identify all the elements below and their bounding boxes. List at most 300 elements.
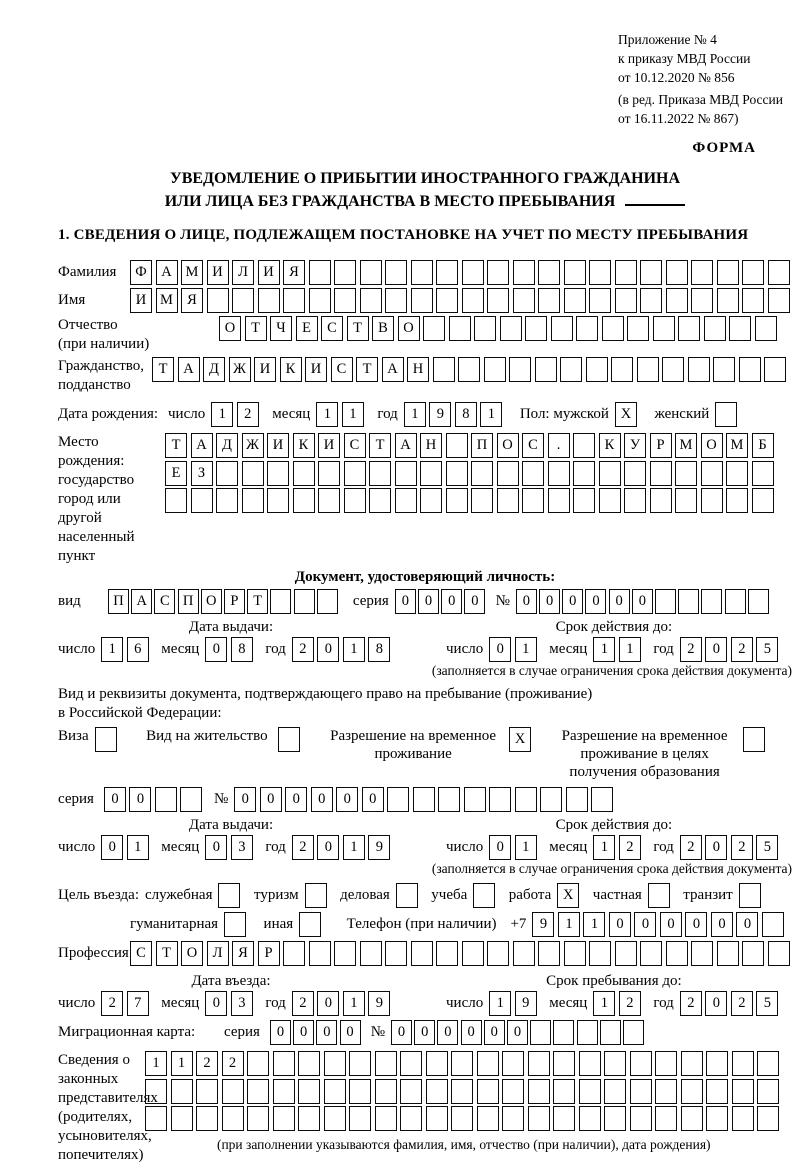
char-cell[interactable]	[591, 787, 613, 812]
char-cell[interactable]: 8	[455, 402, 477, 427]
char-cell[interactable]	[487, 941, 509, 966]
char-cell[interactable]	[725, 589, 746, 614]
char-cell[interactable]: Я	[232, 941, 254, 966]
char-cell[interactable]	[515, 787, 537, 812]
char-cell[interactable]	[655, 589, 676, 614]
residence-issue-month-boxes[interactable]	[205, 835, 256, 860]
char-cell[interactable]: С	[522, 433, 544, 458]
residence-permit-checkbox[interactable]	[278, 727, 304, 752]
char-cell[interactable]	[298, 1106, 320, 1131]
char-cell[interactable]: К	[599, 433, 621, 458]
char-cell[interactable]	[637, 357, 659, 382]
char-cell[interactable]	[551, 316, 573, 341]
purpose-transit-checkbox[interactable]	[739, 883, 765, 908]
char-cell[interactable]: 0	[441, 589, 462, 614]
char-cell[interactable]: 1	[489, 991, 511, 1016]
char-cell[interactable]	[579, 1106, 601, 1131]
char-cell[interactable]: Н	[420, 433, 442, 458]
char-cell[interactable]: 1	[558, 912, 580, 937]
char-cell[interactable]: К	[280, 357, 302, 382]
char-cell[interactable]	[474, 316, 496, 341]
char-cell[interactable]	[538, 288, 560, 313]
char-cell[interactable]	[650, 488, 672, 513]
char-cell[interactable]	[513, 941, 535, 966]
char-cell[interactable]: Р	[224, 589, 245, 614]
char-cell[interactable]	[739, 883, 761, 908]
char-cell[interactable]: 2	[731, 991, 753, 1016]
char-cell[interactable]	[662, 357, 684, 382]
char-cell[interactable]	[666, 941, 688, 966]
char-cell[interactable]	[473, 883, 495, 908]
char-cell[interactable]	[395, 461, 417, 486]
char-cell[interactable]	[522, 461, 544, 486]
purpose-humanitarian-checkbox[interactable]	[224, 912, 250, 937]
char-cell[interactable]	[446, 461, 468, 486]
char-cell[interactable]	[732, 1051, 754, 1076]
doc-series-boxes[interactable]	[395, 589, 488, 614]
char-cell[interactable]	[589, 288, 611, 313]
char-cell[interactable]	[317, 589, 338, 614]
char-cell[interactable]	[309, 260, 331, 285]
char-cell[interactable]: Р	[258, 941, 280, 966]
char-cell[interactable]	[433, 357, 455, 382]
char-cell[interactable]: О	[219, 316, 241, 341]
char-cell[interactable]	[615, 941, 637, 966]
char-cell[interactable]: П	[108, 589, 129, 614]
char-cell[interactable]: А	[131, 589, 152, 614]
char-cell[interactable]	[191, 488, 213, 513]
char-cell[interactable]	[270, 589, 291, 614]
char-cell[interactable]	[222, 1106, 244, 1131]
char-cell[interactable]	[624, 461, 646, 486]
char-cell[interactable]	[715, 402, 737, 427]
char-cell[interactable]	[232, 288, 254, 313]
char-cell[interactable]: 0	[205, 637, 227, 662]
char-cell[interactable]: 0	[285, 787, 307, 812]
birth-place-row1-boxes[interactable]	[165, 433, 777, 458]
char-cell[interactable]: 2	[101, 991, 123, 1016]
char-cell[interactable]	[706, 1079, 728, 1104]
char-cell[interactable]: Б	[752, 433, 774, 458]
char-cell[interactable]	[471, 488, 493, 513]
char-cell[interactable]	[560, 357, 582, 382]
char-cell[interactable]	[273, 1079, 295, 1104]
char-cell[interactable]	[704, 316, 726, 341]
char-cell[interactable]	[426, 1051, 448, 1076]
char-cell[interactable]: Е	[165, 461, 187, 486]
char-cell[interactable]	[464, 787, 486, 812]
char-cell[interactable]	[385, 260, 407, 285]
char-cell[interactable]	[691, 260, 713, 285]
char-cell[interactable]	[360, 288, 382, 313]
char-cell[interactable]: 2	[292, 835, 314, 860]
char-cell[interactable]	[222, 1079, 244, 1104]
char-cell[interactable]	[604, 1051, 626, 1076]
char-cell[interactable]	[615, 288, 637, 313]
char-cell[interactable]: О	[201, 589, 222, 614]
char-cell[interactable]: .	[548, 433, 570, 458]
char-cell[interactable]: 0	[395, 589, 416, 614]
sex-male-checkbox[interactable]	[615, 402, 641, 427]
char-cell[interactable]	[487, 288, 509, 313]
char-cell[interactable]	[530, 1020, 551, 1045]
char-cell[interactable]	[564, 288, 586, 313]
temp-residence-edu-checkbox[interactable]	[743, 727, 769, 752]
char-cell[interactable]: 0	[101, 835, 123, 860]
char-cell[interactable]	[324, 1051, 346, 1076]
birth-day-boxes[interactable]	[211, 402, 262, 427]
char-cell[interactable]	[309, 941, 331, 966]
char-cell[interactable]	[180, 787, 202, 812]
temp-residence-checkbox[interactable]	[509, 727, 535, 752]
char-cell[interactable]	[446, 488, 468, 513]
purpose-study-checkbox[interactable]	[473, 883, 499, 908]
char-cell[interactable]: 2	[619, 991, 641, 1016]
char-cell[interactable]	[573, 461, 595, 486]
char-cell[interactable]: 1	[583, 912, 605, 937]
char-cell[interactable]	[513, 288, 535, 313]
char-cell[interactable]: 1	[619, 637, 641, 662]
residence-expiry-month-boxes[interactable]	[593, 835, 644, 860]
char-cell[interactable]: 8	[231, 637, 253, 662]
char-cell[interactable]	[548, 461, 570, 486]
char-cell[interactable]	[576, 316, 598, 341]
char-cell[interactable]	[344, 461, 366, 486]
char-cell[interactable]: 0	[316, 1020, 337, 1045]
char-cell[interactable]: Л	[232, 260, 254, 285]
entry-year-boxes[interactable]	[292, 991, 394, 1016]
char-cell[interactable]	[535, 357, 557, 382]
char-cell[interactable]: 9	[368, 991, 390, 1016]
char-cell[interactable]	[600, 1020, 621, 1045]
char-cell[interactable]	[247, 1079, 269, 1104]
char-cell[interactable]	[681, 1051, 703, 1076]
char-cell[interactable]	[458, 357, 480, 382]
char-cell[interactable]: А	[178, 357, 200, 382]
char-cell[interactable]	[742, 941, 764, 966]
char-cell[interactable]: 0	[585, 589, 606, 614]
char-cell[interactable]: 0	[539, 589, 560, 614]
char-cell[interactable]	[655, 1051, 677, 1076]
char-cell[interactable]: И	[130, 288, 152, 313]
char-cell[interactable]	[602, 316, 624, 341]
char-cell[interactable]	[726, 488, 748, 513]
char-cell[interactable]	[145, 1106, 167, 1131]
char-cell[interactable]: А	[191, 433, 213, 458]
char-cell[interactable]	[489, 787, 511, 812]
char-cell[interactable]: 0	[705, 835, 727, 860]
char-cell[interactable]: М	[181, 260, 203, 285]
char-cell[interactable]	[717, 941, 739, 966]
char-cell[interactable]: 0	[437, 1020, 458, 1045]
char-cell[interactable]	[349, 1079, 371, 1104]
char-cell[interactable]: 6	[127, 637, 149, 662]
char-cell[interactable]	[165, 488, 187, 513]
char-cell[interactable]	[739, 357, 761, 382]
residence-issue-year-boxes[interactable]	[292, 835, 394, 860]
char-cell[interactable]: И	[318, 433, 340, 458]
residence-series-boxes[interactable]	[104, 787, 206, 812]
char-cell[interactable]	[309, 288, 331, 313]
char-cell[interactable]	[471, 461, 493, 486]
patronymic-boxes[interactable]	[219, 316, 780, 341]
residence-expiry-year-boxes[interactable]	[680, 835, 782, 860]
char-cell[interactable]	[706, 1051, 728, 1076]
char-cell[interactable]: С	[154, 589, 175, 614]
char-cell[interactable]	[395, 488, 417, 513]
char-cell[interactable]	[396, 883, 418, 908]
residence-number-boxes[interactable]	[234, 787, 617, 812]
char-cell[interactable]: 0	[705, 637, 727, 662]
char-cell[interactable]: С	[321, 316, 343, 341]
char-cell[interactable]	[387, 787, 409, 812]
char-cell[interactable]	[615, 260, 637, 285]
char-cell[interactable]: Т	[156, 941, 178, 966]
char-cell[interactable]	[713, 357, 735, 382]
char-cell[interactable]	[691, 288, 713, 313]
char-cell[interactable]	[566, 787, 588, 812]
char-cell[interactable]	[462, 941, 484, 966]
visa-checkbox[interactable]	[95, 727, 121, 752]
char-cell[interactable]	[553, 1079, 575, 1104]
char-cell[interactable]: Д	[216, 433, 238, 458]
char-cell[interactable]: 1	[171, 1051, 193, 1076]
char-cell[interactable]: С	[331, 357, 353, 382]
char-cell[interactable]	[216, 461, 238, 486]
char-cell[interactable]: 0	[489, 637, 511, 662]
char-cell[interactable]	[283, 288, 305, 313]
char-cell[interactable]: Д	[203, 357, 225, 382]
doc-issue-month-boxes[interactable]	[205, 637, 256, 662]
char-cell[interactable]	[706, 1106, 728, 1131]
char-cell[interactable]: А	[395, 433, 417, 458]
char-cell[interactable]	[655, 1106, 677, 1131]
char-cell[interactable]: 1	[101, 637, 123, 662]
char-cell[interactable]	[678, 316, 700, 341]
char-cell[interactable]	[318, 461, 340, 486]
char-cell[interactable]	[564, 941, 586, 966]
char-cell[interactable]: 1	[343, 637, 365, 662]
char-cell[interactable]: 2	[196, 1051, 218, 1076]
char-cell[interactable]: 0	[461, 1020, 482, 1045]
char-cell[interactable]	[385, 288, 407, 313]
char-cell[interactable]: О	[398, 316, 420, 341]
char-cell[interactable]: В	[372, 316, 394, 341]
char-cell[interactable]	[691, 941, 713, 966]
char-cell[interactable]: 0	[414, 1020, 435, 1045]
char-cell[interactable]: 1	[343, 991, 365, 1016]
char-cell[interactable]	[477, 1106, 499, 1131]
char-cell[interactable]	[528, 1106, 550, 1131]
char-cell[interactable]	[413, 787, 435, 812]
char-cell[interactable]: 2	[292, 991, 314, 1016]
char-cell[interactable]: 0	[129, 787, 151, 812]
char-cell[interactable]: О	[497, 433, 519, 458]
doc-expiry-month-boxes[interactable]	[593, 637, 644, 662]
char-cell[interactable]	[764, 357, 786, 382]
char-cell[interactable]	[522, 488, 544, 513]
char-cell[interactable]: 1	[593, 835, 615, 860]
char-cell[interactable]	[528, 1079, 550, 1104]
char-cell[interactable]: 0	[293, 1020, 314, 1045]
doc-expiry-day-boxes[interactable]	[489, 637, 540, 662]
char-cell[interactable]: Е	[296, 316, 318, 341]
char-cell[interactable]	[360, 260, 382, 285]
char-cell[interactable]	[375, 1079, 397, 1104]
char-cell[interactable]	[502, 1079, 524, 1104]
char-cell[interactable]	[369, 488, 391, 513]
char-cell[interactable]	[681, 1106, 703, 1131]
char-cell[interactable]: 1	[343, 835, 365, 860]
char-cell[interactable]: О	[181, 941, 203, 966]
char-cell[interactable]: Т	[247, 589, 268, 614]
char-cell[interactable]	[411, 941, 433, 966]
char-cell[interactable]	[732, 1106, 754, 1131]
char-cell[interactable]	[247, 1051, 269, 1076]
char-cell[interactable]: 0	[705, 991, 727, 1016]
char-cell[interactable]: Т	[347, 316, 369, 341]
char-cell[interactable]: 1	[593, 637, 615, 662]
char-cell[interactable]: 9	[429, 402, 451, 427]
char-cell[interactable]: 0	[562, 589, 583, 614]
char-cell[interactable]: 1	[515, 637, 537, 662]
char-cell[interactable]: 2	[680, 991, 702, 1016]
purpose-private-checkbox[interactable]	[648, 883, 674, 908]
char-cell[interactable]	[155, 787, 177, 812]
sex-female-checkbox[interactable]	[715, 402, 741, 427]
char-cell[interactable]	[334, 941, 356, 966]
char-cell[interactable]	[369, 461, 391, 486]
char-cell[interactable]	[171, 1106, 193, 1131]
char-cell[interactable]	[681, 1079, 703, 1104]
char-cell[interactable]	[762, 912, 784, 937]
char-cell[interactable]	[599, 461, 621, 486]
representatives-row3-boxes[interactable]	[145, 1106, 783, 1131]
char-cell[interactable]	[436, 941, 458, 966]
char-cell[interactable]	[477, 1051, 499, 1076]
char-cell[interactable]	[411, 288, 433, 313]
char-cell[interactable]	[420, 488, 442, 513]
birth-place-row2-boxes[interactable]	[165, 461, 777, 486]
char-cell[interactable]: 5	[756, 835, 778, 860]
char-cell[interactable]: 1	[127, 835, 149, 860]
char-cell[interactable]	[640, 941, 662, 966]
char-cell[interactable]	[324, 1106, 346, 1131]
purpose-work-checkbox[interactable]	[557, 883, 583, 908]
char-cell[interactable]	[748, 589, 769, 614]
char-cell[interactable]	[573, 433, 595, 458]
char-cell[interactable]	[242, 488, 264, 513]
char-cell[interactable]: 0	[391, 1020, 412, 1045]
char-cell[interactable]	[273, 1106, 295, 1131]
char-cell[interactable]	[298, 1051, 320, 1076]
stay-day-boxes[interactable]	[489, 991, 540, 1016]
char-cell[interactable]	[611, 357, 633, 382]
char-cell[interactable]	[586, 357, 608, 382]
char-cell[interactable]	[525, 316, 547, 341]
char-cell[interactable]: 2	[731, 835, 753, 860]
char-cell[interactable]	[768, 941, 790, 966]
profession-boxes[interactable]	[130, 941, 793, 966]
char-cell[interactable]: 9	[515, 991, 537, 1016]
char-cell[interactable]	[678, 589, 699, 614]
char-cell[interactable]	[207, 288, 229, 313]
char-cell[interactable]	[426, 1106, 448, 1131]
doc-issue-day-boxes[interactable]	[101, 637, 152, 662]
char-cell[interactable]	[196, 1079, 218, 1104]
char-cell[interactable]	[564, 260, 586, 285]
stay-month-boxes[interactable]	[593, 991, 644, 1016]
char-cell[interactable]	[334, 288, 356, 313]
char-cell[interactable]	[420, 461, 442, 486]
char-cell[interactable]: 8	[368, 637, 390, 662]
char-cell[interactable]	[423, 316, 445, 341]
char-cell[interactable]: 7	[127, 991, 149, 1016]
char-cell[interactable]: 0	[484, 1020, 505, 1045]
char-cell[interactable]	[604, 1079, 626, 1104]
char-cell[interactable]	[305, 883, 327, 908]
char-cell[interactable]: Ч	[270, 316, 292, 341]
char-cell[interactable]	[267, 461, 289, 486]
char-cell[interactable]	[500, 316, 522, 341]
char-cell[interactable]: 0	[711, 912, 733, 937]
char-cell[interactable]: Н	[407, 357, 429, 382]
char-cell[interactable]	[650, 461, 672, 486]
char-cell[interactable]	[349, 1051, 371, 1076]
char-cell[interactable]	[675, 488, 697, 513]
char-cell[interactable]	[502, 1106, 524, 1131]
char-cell[interactable]: 0	[205, 835, 227, 860]
char-cell[interactable]: 0	[464, 589, 485, 614]
char-cell[interactable]: 3	[231, 835, 253, 860]
char-cell[interactable]	[528, 1051, 550, 1076]
birth-month-boxes[interactable]	[316, 402, 367, 427]
char-cell[interactable]: 0	[660, 912, 682, 937]
char-cell[interactable]	[242, 461, 264, 486]
char-cell[interactable]	[497, 488, 519, 513]
residence-expiry-day-boxes[interactable]	[489, 835, 540, 860]
char-cell[interactable]: 2	[731, 637, 753, 662]
char-cell[interactable]: 2	[292, 637, 314, 662]
char-cell[interactable]	[497, 461, 519, 486]
stay-year-boxes[interactable]	[680, 991, 782, 1016]
char-cell[interactable]: А	[382, 357, 404, 382]
migration-number-boxes[interactable]	[391, 1020, 646, 1045]
given-name-boxes[interactable]	[130, 288, 793, 313]
char-cell[interactable]: 5	[756, 637, 778, 662]
char-cell[interactable]: 9	[532, 912, 554, 937]
char-cell[interactable]	[538, 941, 560, 966]
char-cell[interactable]	[462, 288, 484, 313]
doc-number-boxes[interactable]	[516, 589, 771, 614]
char-cell[interactable]	[283, 941, 305, 966]
char-cell[interactable]	[757, 1106, 779, 1131]
char-cell[interactable]: 2	[680, 637, 702, 662]
char-cell[interactable]	[436, 288, 458, 313]
char-cell[interactable]	[666, 288, 688, 313]
char-cell[interactable]	[451, 1079, 473, 1104]
char-cell[interactable]	[318, 488, 340, 513]
char-cell[interactable]: 0	[685, 912, 707, 937]
char-cell[interactable]	[436, 260, 458, 285]
char-cell[interactable]: 0	[317, 991, 339, 1016]
char-cell[interactable]: 0	[270, 1020, 291, 1045]
entry-month-boxes[interactable]	[205, 991, 256, 1016]
char-cell[interactable]: Т	[152, 357, 174, 382]
char-cell[interactable]: 1	[480, 402, 502, 427]
char-cell[interactable]: 0	[418, 589, 439, 614]
char-cell[interactable]: 1	[404, 402, 426, 427]
